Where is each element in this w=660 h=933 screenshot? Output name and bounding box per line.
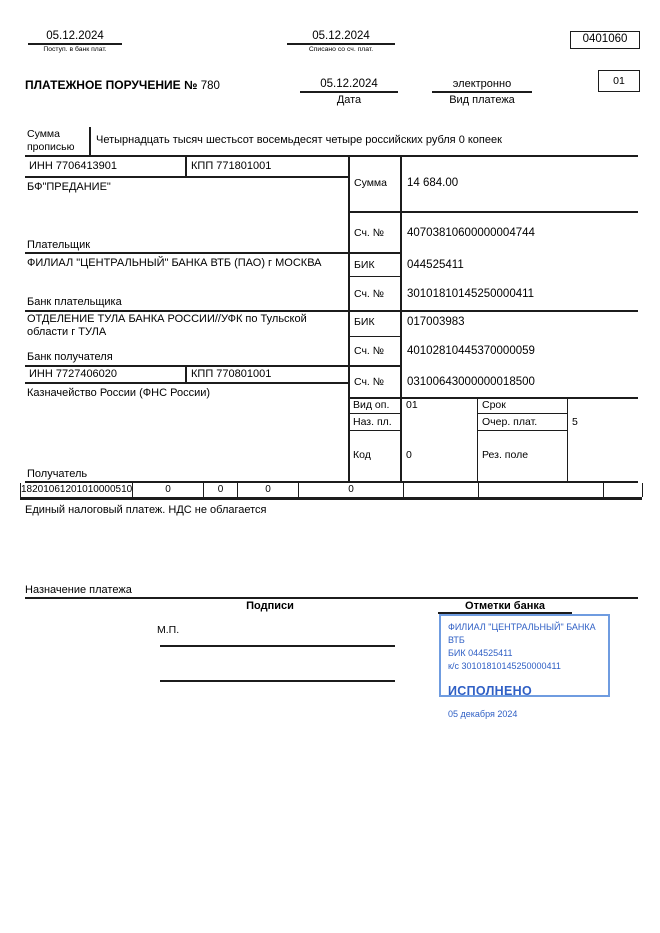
tax-field-date (404, 483, 479, 497)
received-date: 05.12.2024 (46, 30, 104, 42)
payer-label: Плательщик (27, 239, 91, 251)
payer-bottom-line (25, 252, 400, 254)
form-code-box (570, 31, 640, 49)
term-label: Срок (482, 399, 506, 411)
payer-name: БФ"ПРЕДАНИЕ" (27, 181, 111, 193)
inn-kpp-divider-2 (185, 365, 187, 382)
payer-bank-name: ФИЛИАЛ "ЦЕНТРАЛЬНЫЙ" БАНКА ВТБ (ПАО) г МОСКВА (27, 257, 322, 269)
amount-words-divider (89, 127, 91, 155)
term-divider (477, 413, 567, 414)
tax-field-extra (604, 483, 643, 497)
doc-date-underline (300, 91, 398, 93)
priority-value: 5 (572, 416, 578, 428)
payer-bank-label: Банк плательщика (27, 296, 122, 308)
form-code: 0401060 (582, 33, 628, 46)
payee-bank-name: ОТДЕЛЕНИЕ ТУЛА БАНКА РОССИИ//УФК по Тульской области г ТУЛА (27, 313, 307, 339)
debited-date-caption: Списано со сч. плат. (308, 46, 374, 53)
doc-date-label: Дата (336, 94, 362, 106)
payment-kind-label: Вид платежа (449, 94, 515, 106)
tax-field-period: 0 (238, 483, 299, 497)
payee-kpp: КПП 770801001 (191, 368, 272, 380)
stamp-corr-account: к/с 30101810145250000411 (448, 661, 561, 672)
operation-vline-1 (477, 397, 478, 483)
payee-account: 03100643000000018500 (407, 376, 535, 388)
tax-field-number: 0 (299, 483, 404, 497)
payee-bank-bik-label: БИК (354, 316, 375, 328)
bank-stamp (439, 614, 610, 720)
payer-kpp: КПП 771801001 (191, 160, 272, 172)
tax-field-basis: 0 (204, 483, 238, 497)
priority-label: Очер. плат. (482, 416, 538, 428)
stamp-bank-name: ФИЛИАЛ "ЦЕНТРАЛЬНЫЙ" БАНКА ВТБ (448, 622, 596, 646)
op-code-value: 0 (406, 449, 412, 461)
document-title-label: ПЛАТЕЖНОЕ ПОРУЧЕНИЕ № (25, 78, 198, 92)
payee-bank-corr: 40102810445370000059 (407, 345, 535, 357)
inn-kpp-divider-1 (185, 157, 187, 176)
payee-bank-bik: 017003983 (407, 316, 465, 328)
op-code-label: Код (353, 449, 371, 461)
payee-name: Казначейство России (ФНС России) (27, 387, 211, 399)
status-code-box (598, 70, 640, 92)
bank-marks-label: Отметки банка (465, 600, 545, 612)
stamp-place-label: М.П. (157, 624, 180, 636)
payment-kind-underline (432, 91, 532, 93)
operation-vline-2 (567, 397, 568, 483)
inn-row1-bottom-line (25, 176, 348, 178)
payee-bank-label: Банк получателя (27, 351, 113, 363)
payee-account-label: Сч. № (354, 376, 385, 388)
tax-field-type (479, 483, 604, 497)
op-type-value: 01 (406, 399, 418, 411)
tax-field-oktmo: 0 (133, 483, 204, 497)
sum-value: 14 684.00 (407, 177, 459, 189)
signature-line-2 (160, 680, 395, 682)
op-purpose-divider (348, 430, 400, 431)
payee-bank-corr-label: Сч. № (354, 345, 385, 357)
purpose-bottom-line (25, 597, 638, 599)
stamp-status: ИСПОЛНЕНО (448, 684, 532, 699)
payer-bank-bottom-line (25, 310, 638, 312)
purpose-text: Единый налоговый платеж. НДС не облагается (25, 504, 267, 516)
tax-field-kbk: 18201061201010000510 (21, 484, 133, 495)
purpose-label: Назначение платежа (25, 584, 132, 596)
sum-row-bottom-line (348, 211, 638, 213)
doc-date: 05.12.2024 (320, 78, 378, 90)
tax-fields-row (20, 483, 643, 497)
amount-words-value: Четырнадцать тысяч шестьсот восемьдесят четыре российских рубля 0 копеек (96, 134, 502, 146)
op-purpose-label: Наз. пл. (353, 416, 392, 428)
table-top-line (25, 155, 638, 157)
payee-inn: ИНН 7727406020 (29, 368, 118, 380)
op-type-divider (348, 413, 400, 414)
sum-label: Сумма (354, 177, 387, 189)
inn-row2-bottom-line (25, 382, 348, 384)
stamp-date: 05 декабря 2024 (448, 709, 518, 720)
payee-label: Получатель (27, 468, 88, 480)
payment-kind-value: электронно (452, 78, 512, 90)
document-title (25, 79, 220, 93)
label-value-vertical-line (400, 155, 402, 483)
payer-bank-corr-label: Сч. № (354, 288, 385, 300)
payer-bank-corr: 30101810145250000411 (407, 288, 535, 300)
signatures-label: Подписи (246, 600, 294, 612)
received-date-caption: Поступ. в банк плат. (43, 46, 107, 53)
tax-row-bottom-thick-line (20, 497, 642, 500)
bik2-divider (348, 336, 400, 337)
debited-date: 05.12.2024 (312, 30, 370, 42)
op-type-label: Вид оп. (353, 399, 390, 411)
received-date-underline (28, 43, 122, 45)
payer-account-label: Сч. № (354, 227, 385, 239)
payee-bank-bottom-line (25, 365, 400, 367)
priority-divider (477, 430, 567, 431)
document-number: 780 (200, 80, 220, 92)
payer-bank-bik-label: БИК (354, 259, 375, 271)
debited-date-underline (287, 43, 395, 45)
bik1-divider (348, 276, 400, 277)
payer-inn: ИНН 7706413901 (29, 160, 118, 172)
payer-account: 40703810600000004744 (407, 227, 535, 239)
signature-line-1 (160, 645, 395, 647)
reserve-label: Рез. поле (482, 449, 529, 461)
amount-words-label: Сумма прописью (27, 128, 75, 154)
status-code: 01 (613, 74, 625, 87)
payer-bank-bik: 044525411 (407, 259, 464, 271)
main-vertical-line (348, 155, 350, 483)
stamp-bik: БИК 044525411 (448, 648, 513, 659)
